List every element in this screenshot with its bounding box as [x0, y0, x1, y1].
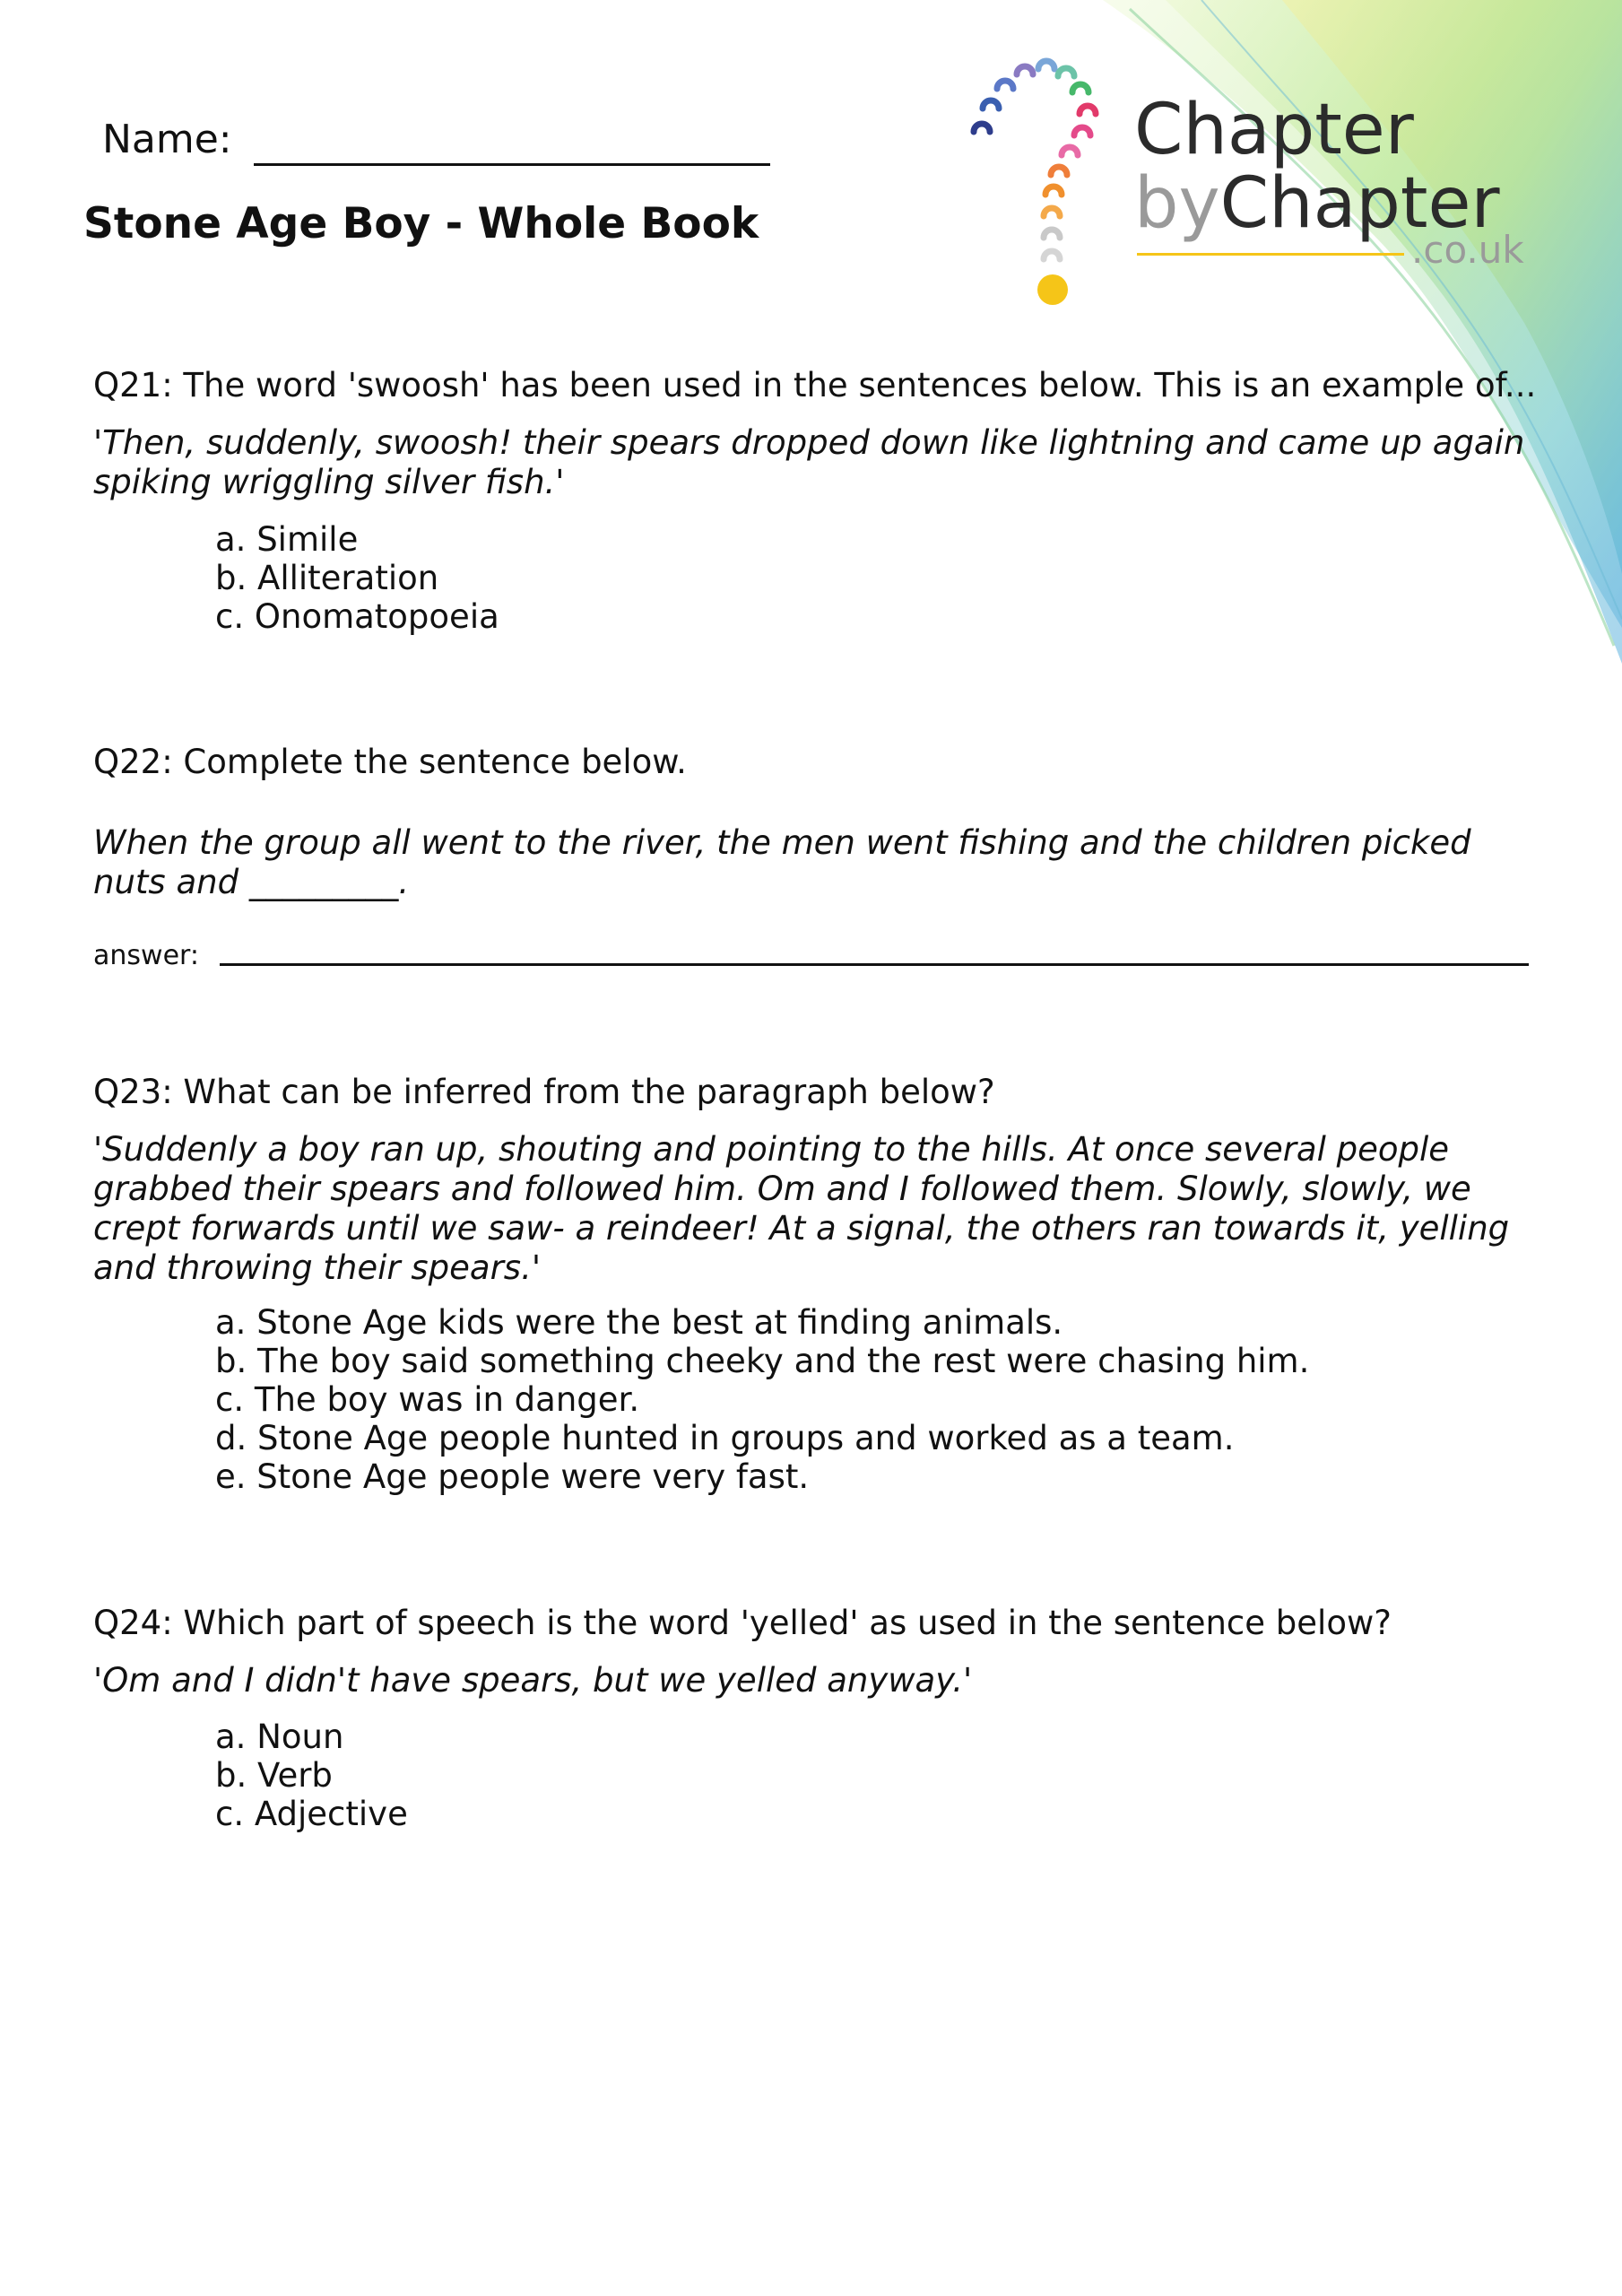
question-24-quote: 'Om and I didn't have spears, but we yelled anyway.' — [93, 1661, 973, 1700]
option-e[interactable]: e. Stone Age people were very fast. — [215, 1457, 810, 1496]
option-c[interactable]: c. Onomatopoeia — [215, 597, 499, 636]
question-23-prompt: Q23: What can be inferred from the paragraph below? — [93, 1073, 995, 1111]
option-b[interactable]: b. Verb — [215, 1756, 333, 1795]
question-21-prompt: Q21: The word 'swoosh' has been used in the sentences below. This is an example of... — [93, 366, 1537, 404]
logo-icon — [961, 49, 1123, 309]
question-21-options — [215, 520, 499, 636]
logo-text-chapter: Chapter — [1134, 90, 1414, 170]
option-b[interactable]: b. Alliteration — [215, 559, 439, 597]
option-d[interactable]: d. Stone Age people hunted in groups and worked as a team. — [215, 1419, 1235, 1457]
option-a[interactable]: a. Stone Age kids were the best at finding animals. — [215, 1303, 1063, 1342]
name-label: Name: — [102, 117, 232, 162]
logo-suffix: .co.uk — [1411, 228, 1524, 272]
question-23-options — [215, 1303, 1309, 1496]
option-a[interactable]: a. Simile — [215, 520, 359, 559]
answer-line[interactable] — [220, 963, 1529, 966]
logo-text-by: by — [1134, 163, 1220, 244]
question-24-options — [215, 1718, 408, 1833]
name-field-line[interactable] — [254, 163, 770, 166]
option-b[interactable]: b. The boy said something cheeky and the rest were chasing him. — [215, 1342, 1310, 1380]
option-a[interactable]: a. Noun — [215, 1718, 344, 1756]
logo-underline — [1137, 253, 1404, 256]
answer-label: answer: — [93, 940, 199, 971]
option-c[interactable]: c. Adjective — [215, 1795, 408, 1833]
option-c[interactable]: c. The boy was in danger. — [215, 1380, 640, 1419]
question-24-prompt: Q24: Which part of speech is the word 'yelled' as used in the sentence below? — [93, 1604, 1392, 1642]
question-22-quote: When the group all went to the river, the men went fishing and the children picked nuts and _________. — [93, 823, 1471, 901]
logo-text-chapter-2: Chapter — [1219, 163, 1500, 244]
question-22-prompt: Q22: Complete the sentence below. — [93, 743, 687, 781]
page-title: Stone Age Boy - Whole Book — [83, 199, 759, 248]
question-23-quote: 'Suddenly a boy ran up, shouting and pointing to the hills. At once several people grabbed their spears and followed him. Om and I followed them. Slowly, slowly, we crept forwards until we saw- a reindeer! At a signal, the others ran towards it, yelling and throwing their spears.' — [93, 1130, 1510, 1287]
question-21-quote: 'Then, suddenly, swoosh! their spears dropped down like lightning and came up again spiking wriggling silver fish.' — [93, 423, 1525, 501]
